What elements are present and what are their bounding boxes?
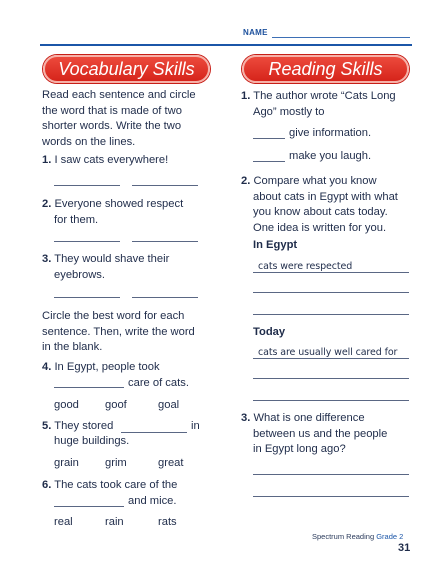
reading-question-1 [241, 89, 421, 120]
circle-instructions [42, 309, 222, 356]
answer-blank[interactable] [132, 185, 198, 186]
word-choice[interactable]: goal [158, 399, 180, 411]
question-text: They stored [54, 420, 114, 432]
answer-line[interactable] [253, 292, 409, 293]
question-text: One idea is written for you. [253, 221, 387, 234]
answer-line[interactable] [253, 358, 409, 359]
question-number: 6. [42, 479, 52, 491]
today-label: Today [253, 326, 286, 338]
reading-question-3 [241, 411, 426, 458]
vocab-question-6 [42, 478, 177, 494]
answer-blank[interactable] [54, 297, 120, 298]
answer-option: make you laugh. [289, 150, 372, 162]
vocabulary-instructions [42, 88, 222, 150]
vocab-question-3 [42, 252, 169, 283]
answer-line[interactable] [253, 314, 409, 315]
sample-answer: cats were respected [258, 261, 353, 272]
question-number: 1. [241, 90, 251, 102]
question-text: Compare what you know [253, 175, 377, 187]
question-number: 5. [42, 420, 52, 432]
question-text: huge buildings. [54, 435, 130, 447]
series-name: Spectrum Reading [312, 532, 375, 541]
answer-line[interactable] [253, 474, 409, 475]
question-text: In Egypt, people took [54, 361, 160, 373]
vocab-question-5 [42, 419, 113, 435]
question-number: 3. [42, 253, 52, 265]
answer-blank[interactable] [54, 185, 120, 186]
grade-label: Grade 2 [376, 532, 404, 541]
question-number: 3. [241, 412, 251, 424]
answer-blank[interactable] [121, 432, 187, 433]
question-text: They would shave their [54, 253, 170, 265]
question-text: eyebrows. [54, 268, 105, 281]
question-text: and mice. [128, 495, 177, 507]
question-text: for them. [54, 213, 99, 226]
question-text: between us and the people [253, 427, 388, 440]
question-text: The author wrote “Cats Long [253, 90, 396, 102]
name-label: NAME [243, 28, 268, 37]
instruction-line: sentence. Then, write the word [42, 325, 195, 338]
answer-blank[interactable] [132, 297, 198, 298]
question-number: 2. [42, 198, 52, 210]
answer-line[interactable] [253, 272, 409, 273]
answer-line[interactable] [253, 496, 409, 497]
answer-blank[interactable] [253, 138, 285, 139]
word-choice[interactable]: rats [158, 516, 177, 528]
question-number: 4. [42, 361, 52, 373]
vocabulary-skills-title: Vocabulary Skills [43, 55, 210, 83]
question-text: in [191, 420, 200, 432]
question-text: I saw cats everywhere! [54, 154, 169, 166]
word-choice[interactable]: real [54, 516, 73, 528]
vocab-question-2 [42, 197, 183, 228]
vocab-question-1 [42, 153, 168, 169]
vocab-question-4 [42, 360, 160, 376]
question-text: Everyone showed respect [54, 198, 184, 210]
question-text: in Egypt long ago? [253, 443, 346, 455]
answer-blank[interactable] [253, 161, 285, 162]
instruction-line: Read each sentence and circle [42, 89, 196, 101]
reading-question-2 [241, 174, 426, 236]
question-text: What is one difference [253, 412, 365, 424]
word-choice[interactable]: goof [105, 399, 127, 411]
question-text: care of cats. [128, 377, 189, 389]
instruction-line: words on the lines. [42, 135, 136, 148]
question-text: about cats in Egypt with what [253, 190, 398, 203]
answer-line[interactable] [253, 400, 409, 401]
answer-blank[interactable] [54, 506, 124, 507]
name-field[interactable] [272, 37, 410, 38]
instruction-line: in the blank. [42, 341, 103, 353]
word-choice[interactable]: good [54, 399, 79, 411]
instruction-line: shorter words. Write the two [42, 120, 182, 132]
sample-answer: cats are usually well cared for [258, 347, 398, 358]
question-text: you know about cats today. [253, 206, 388, 218]
question-text: The cats took care of the [54, 479, 178, 491]
answer-blank[interactable] [54, 387, 124, 388]
question-text: Ago” mostly to [253, 105, 325, 118]
answer-blank[interactable] [132, 241, 198, 242]
word-choice[interactable]: grain [54, 457, 79, 469]
top-divider [40, 44, 412, 46]
answer-blank[interactable] [54, 241, 120, 242]
word-choice[interactable]: grim [105, 457, 127, 469]
instruction-line: the word that is made of two [42, 104, 182, 117]
answer-option: give information. [289, 127, 372, 139]
word-choice[interactable]: great [158, 457, 184, 469]
word-choice[interactable]: rain [105, 516, 124, 528]
instruction-line: Circle the best word for each [42, 310, 185, 322]
question-number: 2. [241, 175, 251, 187]
question-number: 1. [42, 154, 52, 166]
in-egypt-label: In Egypt [253, 239, 298, 251]
reading-skills-title: Reading Skills [242, 55, 409, 83]
page-number: 31 [398, 542, 411, 554]
answer-line[interactable] [253, 378, 409, 379]
footer-series [312, 532, 403, 541]
